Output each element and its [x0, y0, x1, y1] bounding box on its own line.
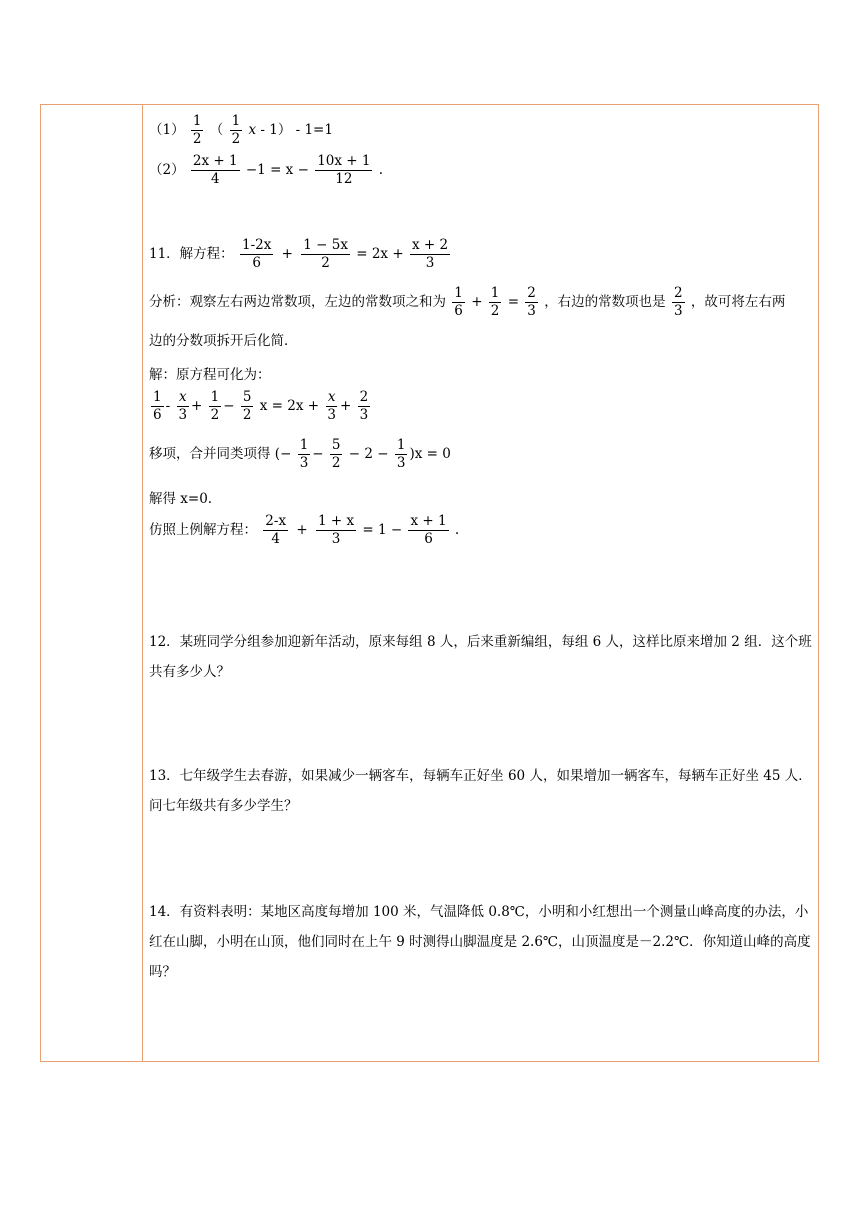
q13-text: 13．七年级学生去春游，如果减少一辆客车，每辆车正好坐 60 人，如果增加一辆客车，每辆车正好坐 45 人．问七年级共有多少学生？ — [149, 768, 812, 814]
q14-text: 14．有资料表明：某地区高度每增加 100 米，气温降低 0.8℃，小明和小红想出一个测量山峰高度的办法，小红在山脚，小明在山顶，他们同时在上午 9 时测得山脚温度是 2.6℃，山顶温度是－2.2℃．你知道山峰的高度吗？ — [149, 904, 811, 980]
q10-part2: （2） $\frac{2x + 1}{4}$ −1 = x − $\frac{10x + 1}{12}$ . — [149, 153, 384, 187]
q11-split-equation: $\frac{1}{6}$ - $\frac{x}{3}$ + $\frac{1}{2}$ − $\frac{5}{2}$ x = 2x + $\frac{x}{3}$ + $\frac{2}{3}$ — [153, 389, 369, 423]
fraction-half: $\frac{1}{2}$ — [231, 113, 241, 147]
left-column — [41, 105, 143, 1061]
worksheet-table — [40, 104, 819, 1062]
q11-imitate: 仿照上例解方程： $\frac{2-x}{4}$ + $\frac{1 + x}{3}$ = 1 − $\frac{x + 1}{6}$ . — [149, 513, 460, 547]
q12-text: 12．某班同学分组参加迎新年活动，原来每组 8 人，后来重新编组，每组 6 人，这样比原来增加 2 组．这个班共有多少人？ — [149, 634, 812, 680]
fraction-half: $\frac{1}{2}$ — [192, 113, 202, 147]
q11-combine: 移项，合并同类项得 (− $\frac{1}{3}$ − $\frac{5}{2}$ − 2 − $\frac{1}{3}$ )x = 0 — [149, 437, 451, 471]
fraction: $\frac{1 - 5x}{2}$ — [303, 237, 348, 271]
fraction: $\frac{2x + 1}{4}$ — [192, 153, 238, 187]
q11-result: 解得 x=0. — [149, 491, 213, 507]
q11-title: 11．解方程： $\frac{1-2x}{6}$ + $\frac{1 - 5x}{2}$ = 2x + $\frac{x + 2}{3}$ — [149, 237, 449, 271]
fraction: $\frac{x + 2}{3}$ — [411, 237, 449, 271]
q11-solution-head: 解：原方程可化为： — [149, 367, 271, 383]
fraction: $\frac{10x + 1}{12}$ — [317, 153, 371, 187]
q10-part1: （1） $\frac{1}{2}$ （ $\frac{1}{2}$ x - 1） - 1=1 — [149, 113, 333, 147]
fraction: $\frac{1-2x}{6}$ — [241, 237, 272, 271]
q11-analysis: 分析：观察左右两边常数项，左边的常数项之和为 $\frac{1}{6}$ + $\frac{1}{2}$ = $\frac{2}{3}$ ，右边的常数项也是 $\frac{2}{3}$ ，故可将左右两 — [149, 285, 786, 319]
content-column — [149, 105, 812, 1061]
q11-analysis-line2: 边的分数项拆开后化简． — [149, 333, 298, 349]
